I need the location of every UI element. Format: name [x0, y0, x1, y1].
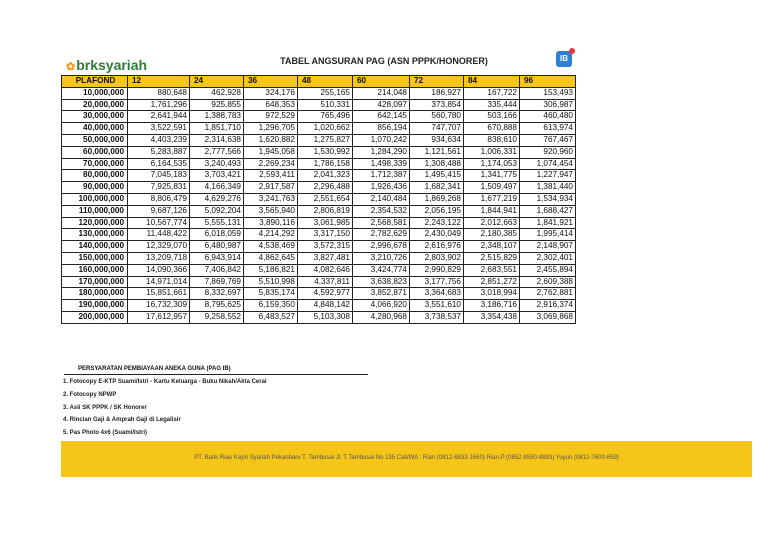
installment-cell: 1,020,662: [298, 123, 353, 135]
table-row: [62, 146, 576, 158]
installment-cell: 14,971,014: [128, 276, 190, 288]
installment-cell: 2,296,488: [298, 182, 353, 194]
installment-cell: 9,687,126: [128, 205, 190, 217]
installment-cell: 4,066,920: [353, 300, 410, 312]
plafond-cell: 100,000,000: [62, 193, 128, 205]
installment-cell: 765,496: [298, 111, 353, 123]
installment-cell: 2,430,049: [410, 229, 464, 241]
installment-cell: 925,855: [190, 99, 244, 111]
installment-cell: 4,280,968: [353, 311, 410, 323]
installment-cell: 2,609,388: [520, 276, 576, 288]
installment-cell: 2,041,323: [298, 170, 353, 182]
installment-cell: 17,612,957: [128, 311, 190, 323]
contact-footer: [61, 441, 752, 477]
table-row: [62, 252, 576, 264]
installment-cell: 1,677,219: [464, 193, 520, 205]
installment-table: [61, 75, 576, 324]
plafond-cell: 80,000,000: [62, 170, 128, 182]
installment-cell: 6,159,350: [244, 300, 298, 312]
installment-cell: 1,296,705: [244, 123, 298, 135]
table-row: [62, 288, 576, 300]
installment-cell: 5,835,174: [244, 288, 298, 300]
installment-cell: 3,210,726: [353, 252, 410, 264]
plafond-cell: 170,000,000: [62, 276, 128, 288]
requirement-item: 3. Asli SK PPPK / SK Honorer: [63, 404, 147, 411]
installment-cell: 2,243,122: [410, 217, 464, 229]
installment-cell: 4,214,292: [244, 229, 298, 241]
installment-cell: 3,241,763: [244, 193, 298, 205]
installment-cell: 2,917,587: [244, 182, 298, 194]
installment-cell: 12,329,070: [128, 241, 190, 253]
column-header-tenor: 36: [244, 76, 298, 88]
plafond-cell: 30,000,000: [62, 111, 128, 123]
installment-cell: 2,782,629: [353, 229, 410, 241]
installment-cell: 2,916,374: [520, 300, 576, 312]
installment-cell: 2,568,581: [353, 217, 410, 229]
requirement-item: 2. Fotocopy NPWP: [63, 391, 117, 398]
plafond-cell: 60,000,000: [62, 146, 128, 158]
column-header-tenor: 84: [464, 76, 520, 88]
table-header-row: [62, 76, 576, 88]
column-header-tenor: 24: [190, 76, 244, 88]
table-row: [62, 217, 576, 229]
installment-cell: 503,166: [464, 111, 520, 123]
installment-cell: 1,074,454: [520, 158, 576, 170]
plafond-cell: 70,000,000: [62, 158, 128, 170]
plafond-cell: 20,000,000: [62, 99, 128, 111]
installment-cell: 1,786,158: [298, 158, 353, 170]
installment-cell: 2,616,976: [410, 241, 464, 253]
table-row: [62, 241, 576, 253]
installment-cell: 2,990,829: [410, 264, 464, 276]
installment-cell: 1,688,427: [520, 205, 576, 217]
installment-cell: 838,610: [464, 134, 520, 146]
installment-cell: 3,354,438: [464, 311, 520, 323]
installment-cell: 1,995,414: [520, 229, 576, 241]
installment-cell: 4,538,469: [244, 241, 298, 253]
table-row: [62, 123, 576, 135]
installment-cell: 1,381,440: [520, 182, 576, 194]
table-body: [62, 87, 576, 323]
installment-cell: 972,529: [244, 111, 298, 123]
installment-cell: 920,960: [520, 146, 576, 158]
installment-cell: 373,854: [410, 99, 464, 111]
table-row: [62, 264, 576, 276]
installment-cell: 2,777,566: [190, 146, 244, 158]
table-row: [62, 87, 576, 99]
installment-cell: 3,186,716: [464, 300, 520, 312]
column-header-tenor: 72: [410, 76, 464, 88]
installment-cell: 3,827,481: [298, 252, 353, 264]
installment-cell: 2,180,385: [464, 229, 520, 241]
installment-cell: 1,006,331: [464, 146, 520, 158]
installment-cell: 1,308,488: [410, 158, 464, 170]
installment-cell: 306,987: [520, 99, 576, 111]
installment-cell: 1,682,341: [410, 182, 464, 194]
installment-cell: 5,555,131: [190, 217, 244, 229]
table-row: [62, 111, 576, 123]
requirement-item: 4. Rincian Gaji & Amprah Gaji di Legalisir: [63, 417, 181, 424]
requirement-item: 1. Fotocopy E-KTP Suami/Istri - Kartu Keluarga - Buku Nikah/Akta Cerai: [63, 379, 267, 385]
installment-cell: 560,780: [410, 111, 464, 123]
installment-cell: 2,762,881: [520, 288, 576, 300]
installment-cell: 510,331: [298, 99, 353, 111]
installment-cell: 11,448,422: [128, 229, 190, 241]
installment-cell: 1,275,827: [298, 134, 353, 146]
table-row: [62, 300, 576, 312]
installment-cell: 7,045,183: [128, 170, 190, 182]
table-row: [62, 229, 576, 241]
installment-cell: 5,283,887: [128, 146, 190, 158]
installment-cell: 2,056,195: [410, 205, 464, 217]
installment-cell: 1,851,710: [190, 123, 244, 135]
installment-cell: 1,284,290: [353, 146, 410, 158]
installment-cell: 8,795,625: [190, 300, 244, 312]
installment-cell: 1,227,947: [520, 170, 576, 182]
installment-cell: 186,927: [410, 87, 464, 99]
plafond-cell: 90,000,000: [62, 182, 128, 194]
installment-cell: 7,925,831: [128, 182, 190, 194]
installment-cell: 324,176: [244, 87, 298, 99]
plafond-cell: 190,000,000: [62, 300, 128, 312]
installment-cell: 255,165: [298, 87, 353, 99]
installment-cell: 3,551,610: [410, 300, 464, 312]
installment-cell: 8,332,697: [190, 288, 244, 300]
installment-cell: 1,945,058: [244, 146, 298, 158]
installment-cell: 4,166,349: [190, 182, 244, 194]
notification-dot-icon: [569, 48, 575, 54]
installment-cell: 4,592,977: [298, 288, 353, 300]
plafond-cell: 160,000,000: [62, 264, 128, 276]
installment-cell: 1,498,339: [353, 158, 410, 170]
installment-cell: 10,567,774: [128, 217, 190, 229]
installment-cell: 2,269,234: [244, 158, 298, 170]
installment-cell: 2,641,944: [128, 111, 190, 123]
plafond-cell: 110,000,000: [62, 205, 128, 217]
installment-cell: 880,648: [128, 87, 190, 99]
installment-cell: 3,572,315: [298, 241, 353, 253]
installment-cell: 5,092,204: [190, 205, 244, 217]
column-header-tenor: 96: [520, 76, 576, 88]
installment-cell: 15,851,661: [128, 288, 190, 300]
installment-cell: 2,551,654: [298, 193, 353, 205]
installment-cell: 767,467: [520, 134, 576, 146]
installment-cell: 153,493: [520, 87, 576, 99]
installment-cell: 3,018,994: [464, 288, 520, 300]
installment-cell: 1,121,561: [410, 146, 464, 158]
plafond-cell: 130,000,000: [62, 229, 128, 241]
table-row: [62, 193, 576, 205]
installment-cell: 934,634: [410, 134, 464, 146]
installment-cell: 9,258,552: [190, 311, 244, 323]
installment-cell: 3,061,985: [298, 217, 353, 229]
installment-cell: 1,869,268: [410, 193, 464, 205]
installment-cell: 856,194: [353, 123, 410, 135]
installment-cell: 1,509,497: [464, 182, 520, 194]
installment-cell: 428,097: [353, 99, 410, 111]
installment-cell: 6,943,914: [190, 252, 244, 264]
installment-cell: 1,174,053: [464, 158, 520, 170]
plafond-cell: 10,000,000: [62, 87, 128, 99]
installment-cell: 2,012,663: [464, 217, 520, 229]
plafond-cell: 40,000,000: [62, 123, 128, 135]
installment-cell: 1,534,934: [520, 193, 576, 205]
ib-badge-label: IB: [560, 54, 568, 63]
installment-cell: 3,565,940: [244, 205, 298, 217]
installment-cell: 1,841,921: [520, 217, 576, 229]
installment-cell: 642,145: [353, 111, 410, 123]
table-row: [62, 311, 576, 323]
column-header-tenor: 12: [128, 76, 190, 88]
installment-cell: 14,090,366: [128, 264, 190, 276]
installment-cell: 3,424,774: [353, 264, 410, 276]
table-row: [62, 276, 576, 288]
installment-cell: 1,844,941: [464, 205, 520, 217]
installment-cell: 214,048: [353, 87, 410, 99]
installment-cell: 2,140,484: [353, 193, 410, 205]
installment-cell: 8,806,479: [128, 193, 190, 205]
table-row: [62, 205, 576, 217]
installment-cell: 4,337,811: [298, 276, 353, 288]
plafond-cell: 200,000,000: [62, 311, 128, 323]
ib-badge-icon: [556, 51, 572, 67]
installment-cell: 670,888: [464, 123, 520, 135]
installment-cell: 1,712,387: [353, 170, 410, 182]
installment-cell: 3,522,591: [128, 123, 190, 135]
installment-cell: 2,593,411: [244, 170, 298, 182]
installment-cell: 2,455,894: [520, 264, 576, 276]
installment-cell: 613,974: [520, 123, 576, 135]
table-row: [62, 170, 576, 182]
installment-cell: 2,348,107: [464, 241, 520, 253]
column-header-plafond: PLAFOND: [62, 76, 128, 88]
installment-cell: 13,209,718: [128, 252, 190, 264]
installment-cell: 3,852,871: [353, 288, 410, 300]
requirements-title: PERSYARATAN PEMBIAYAAN ANEKA GUNA (PAG IB): [64, 366, 368, 375]
installment-cell: 3,638,823: [353, 276, 410, 288]
installment-cell: 648,353: [244, 99, 298, 111]
installment-cell: 1,388,783: [190, 111, 244, 123]
installment-cell: 2,148,907: [520, 241, 576, 253]
installment-cell: 2,803,902: [410, 252, 464, 264]
table-row: [62, 158, 576, 170]
installment-cell: 3,890,116: [244, 217, 298, 229]
installment-cell: 6,018,059: [190, 229, 244, 241]
installment-cell: 2,683,551: [464, 264, 520, 276]
installment-cell: 5,186,821: [244, 264, 298, 276]
installment-cell: 6,480,987: [190, 241, 244, 253]
installment-cell: 1,530,992: [298, 146, 353, 158]
installment-cell: 3,177,756: [410, 276, 464, 288]
installment-cell: 2,806,819: [298, 205, 353, 217]
installment-cell: 2,354,532: [353, 205, 410, 217]
table-row: [62, 99, 576, 111]
installment-cell: 6,164,535: [128, 158, 190, 170]
installment-cell: 1,070,242: [353, 134, 410, 146]
logo-text: brksyariah: [76, 57, 148, 73]
installment-cell: 335,444: [464, 99, 520, 111]
installment-cell: 4,862,645: [244, 252, 298, 264]
column-header-tenor: 48: [298, 76, 353, 88]
plafond-cell: 150,000,000: [62, 252, 128, 264]
installment-cell: 1,761,296: [128, 99, 190, 111]
installment-cell: 747,707: [410, 123, 464, 135]
installment-cell: 3,317,150: [298, 229, 353, 241]
installment-cell: 5,510,998: [244, 276, 298, 288]
installment-cell: 167,722: [464, 87, 520, 99]
installment-cell: 1,341,775: [464, 170, 520, 182]
plafond-cell: 120,000,000: [62, 217, 128, 229]
installment-cell: 1,926,436: [353, 182, 410, 194]
installment-cell: 16,732,309: [128, 300, 190, 312]
installment-cell: 1,495,415: [410, 170, 464, 182]
installment-cell: 4,082,646: [298, 264, 353, 276]
footer-contact-text: PT. Bank Riau Kepri Syariah Pekanbaru T. Tambusai Jl. T Tambusai No 135 Call/WA : Rian (0812-6833-1660) Rian.P (0852-8590-8883) Yuyun (0812-7600-659): [194, 455, 619, 461]
table-row: [62, 134, 576, 146]
installment-cell: 3,364,683: [410, 288, 464, 300]
installment-cell: 4,403,239: [128, 134, 190, 146]
installment-cell: 7,869,769: [190, 276, 244, 288]
table-row: [62, 182, 576, 194]
installment-cell: 3,240,493: [190, 158, 244, 170]
installment-cell: 462,928: [190, 87, 244, 99]
requirement-item: 5. Pas Photo 4x6 (Suami/Istri): [63, 430, 148, 437]
installment-cell: 3,738,537: [410, 311, 464, 323]
installment-cell: 6,483,527: [244, 311, 298, 323]
installment-cell: 4,629,276: [190, 193, 244, 205]
installment-cell: 3,069,868: [520, 311, 576, 323]
plafond-cell: 140,000,000: [62, 241, 128, 253]
installment-cell: 2,314,638: [190, 134, 244, 146]
installment-cell: 1,620,882: [244, 134, 298, 146]
installment-cell: 5,103,308: [298, 311, 353, 323]
installment-cell: 2,302,401: [520, 252, 576, 264]
installment-cell: 3,703,421: [190, 170, 244, 182]
plafond-cell: 50,000,000: [62, 134, 128, 146]
document-title: TABEL ANGSURAN PAG (ASN PPPK/HONORER): [280, 56, 488, 66]
installment-cell: 7,406,842: [190, 264, 244, 276]
leaf-icon: ✿: [66, 61, 76, 73]
installment-cell: 2,996,678: [353, 241, 410, 253]
installment-cell: 2,851,272: [464, 276, 520, 288]
column-header-tenor: 60: [353, 76, 410, 88]
plafond-cell: 180,000,000: [62, 288, 128, 300]
installment-cell: 4,848,142: [298, 300, 353, 312]
installment-cell: 2,515,829: [464, 252, 520, 264]
installment-cell: 460,480: [520, 111, 576, 123]
